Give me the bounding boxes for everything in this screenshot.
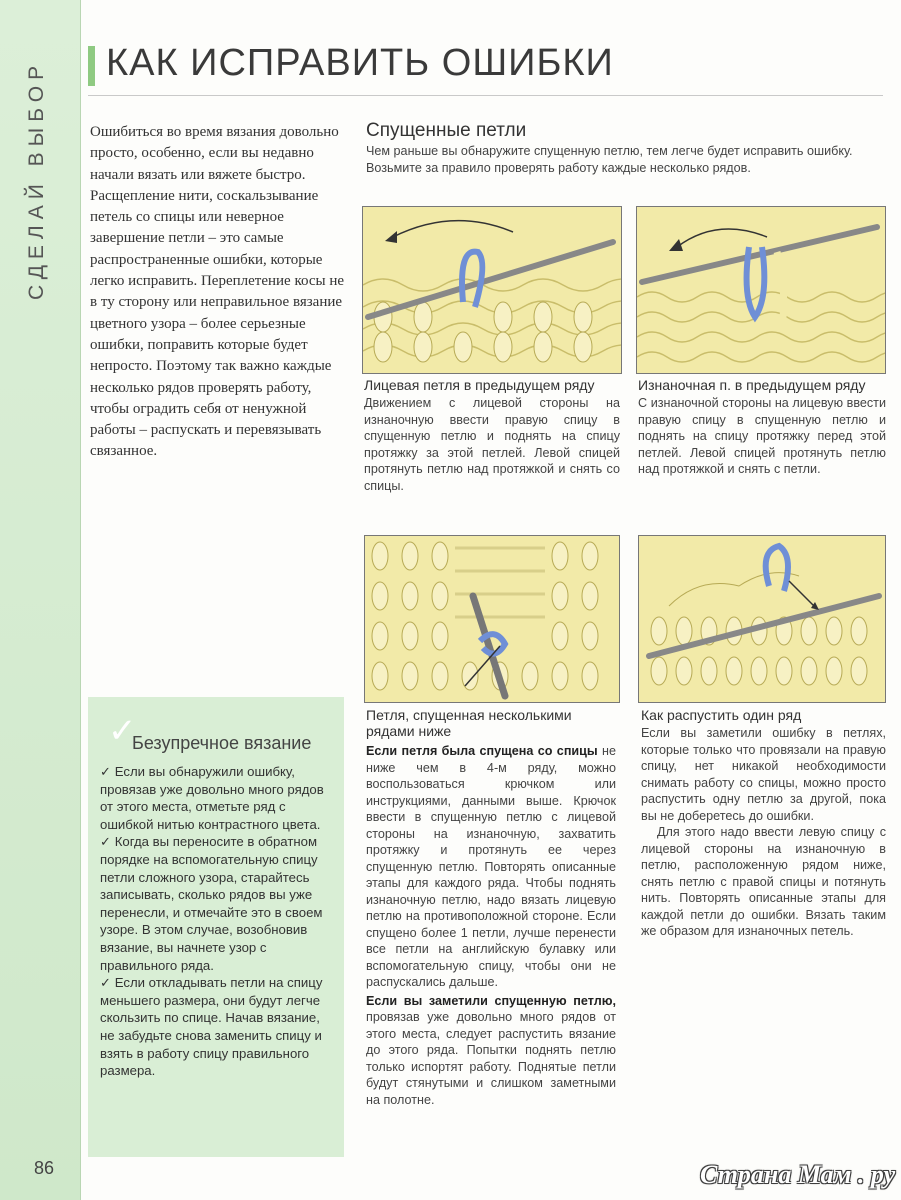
sidebar xyxy=(0,0,81,1200)
title-accent-bar xyxy=(88,46,95,86)
multi-caption-title: Петля, спущенная несколькими рядами ниже xyxy=(366,707,572,739)
section-intro: Чем раньше вы обнаружите спущенную петлю, тем легче будет исправить ошибку. Возьмите за правило проверять работу каждые несколько рядов. xyxy=(366,144,853,175)
check-icon: ✓ xyxy=(100,975,115,991)
unravel-caption-title: Как распустить один ряд xyxy=(641,707,802,723)
tip-item: ✓ Если вы обнаружили ошибку, провязав уже довольно много рядов от этого места, отметьте ряд с ошибкой нитью контрастного цвета. xyxy=(100,764,324,832)
purl-caption-body: С изнаночной стороны на лицевую ввести правую спицу в спущенную петлю и поднять на спицу протяжку перед этой петлей. Левой спицей протянуть петлю над протяжкой и снять с петли. xyxy=(638,396,886,476)
knit-caption-body: Движением с лицевой стороны на изнаночную ввести правую спицу в спущенную петлю и поднять на спицу протяжку за этой петлей. Левой спицей протянуть петлю над протяжкой и снять со спицы. xyxy=(364,396,620,493)
watermark-logo: Страна Мам . ру xyxy=(700,1160,896,1189)
unravel-row-illustration xyxy=(638,535,886,703)
knit-stitch-illustration xyxy=(362,206,622,374)
purl-stitch-illustration xyxy=(636,206,886,374)
page-title: КАК ИСПРАВИТЬ ОШИБКИ xyxy=(106,42,614,84)
tip-item: ✓ Если откладывать петли на спицу меньшего размера, они будут легче скользить по спице. Начав вязание, не забудьте снова заменить спицу и взять в работу спицу правильного размера. xyxy=(100,975,323,1079)
dropped-rows-illustration xyxy=(364,535,620,703)
page-number: 86 xyxy=(34,1158,55,1178)
checkmark-icon: ✓ xyxy=(108,712,137,750)
multi-caption-body: Если петля была спущена со спицы не ниже чем в 4-м ряду, можно воспользоваться крючком или инструкциями, данными выше. Крючок ввести в спущенную петлю с лицевой стороны на изнаночную, захватить протяжку и протянуть ее через спущенную петлю. Повторять описанные этапы для каждого ряда. Чтобы поднять изнаночную петлю, надо вязать лицевую петлю на противоположной стороне. Если спущено более 1 петли, лучше перенести все петли на английскую булавку или вспомогательную спицу, чтобы они не распускались дальше. Если вы заметили спущенную петлю, провязав уже довольно много рядов от этого места, следует распустить вязание до этого ряда. Попытки поднять петлю только испортят работу. Поднятые петли будут стянутыми и слишком заметными на полотне. xyxy=(366,744,616,1107)
title-divider xyxy=(88,95,883,96)
unravel-caption-body: Если вы заметили ошибку в петлях, которые только что провязали на правую спицу, нет никакой необходимости снимать работу со спицы, можно просто распустить одну петлю за другой, пока вы не доберетесь до ошибки. Для этого надо ввести левую спицу с лицевой стороны на изнаночную в петлю, расположенную рядом ниже, снять петлю с правой спицы и потянуть нить. Повторять описанные этапы для каждой петли до ошибки. Вязать таким же образом для изнаночных петель. xyxy=(641,726,886,938)
tip-item: ✓ Когда вы переносите в обратном порядке на вспомогательную спицу петли сложного узора, старайтесь записывать, сколько рядов вы уже перенесли, и отмечайте это в своем узоре. В этом случае, возобновив вязание, вы начнете узор с правильного ряда. xyxy=(100,834,323,973)
tips-title: Безупречное вязание xyxy=(132,733,312,753)
knit-caption-title: Лицевая петля в предыдущем ряду xyxy=(364,377,595,393)
check-icon: ✓ xyxy=(100,834,115,850)
section-heading: Спущенные петли xyxy=(366,120,527,141)
sidebar-label: СДЕЛАЙ ВЫБОР xyxy=(25,59,48,300)
tips-list xyxy=(100,763,336,1080)
check-icon: ✓ xyxy=(100,764,115,779)
tips-box xyxy=(88,697,344,1157)
intro-text: Ошибиться во время вязания довольно просто, особенно, если вы недавно начали вязать или вяжете быстро. Расщепление нити, соскальзывание петель со спицы или неверное завершение петли – это самые распространенные ошибки, которые легко исправить. Переплетение косы не в ту сторону или неправильное вязание цветного узора – более серьезные ошибки, поправить которые будет непросто. Поэтому так важно каждые несколько рядов проверять работу, чтобы оградить себя от ненужной работы – распускать и перевязывать связанное. xyxy=(90,124,345,460)
purl-caption-title: Изнаночная п. в предыдущем ряду xyxy=(638,377,866,393)
